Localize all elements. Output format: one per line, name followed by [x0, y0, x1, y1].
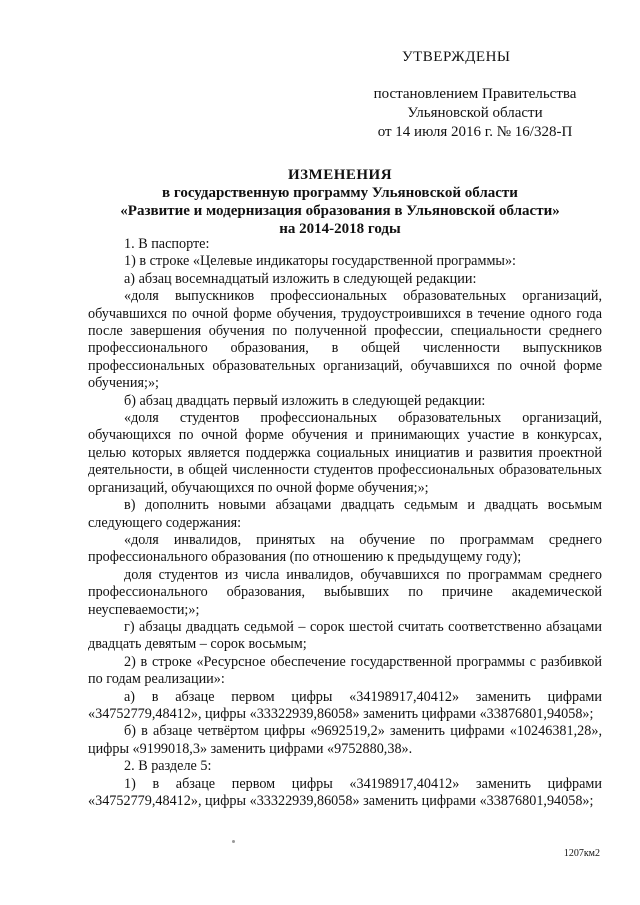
- paragraph: доля студентов из числа инвалидов, обучавшихся по программам среднего профессионального образования, выбывших по причине академической неуспеваемости;»;: [88, 566, 602, 618]
- paragraph: 1. В паспорте:: [124, 236, 210, 252]
- heading-main: ИЗМЕНЕНИЯ: [287, 167, 393, 183]
- paragraph: «доля инвалидов, принятых на обучение по программам среднего профессионального образования (по отношению к предыдущему году);: [88, 531, 602, 566]
- paragraph: 2) в строке «Ресурсное обеспечение государственной программы с разбивкой по годам реализации»:: [88, 653, 602, 688]
- paragraph: 1) в абзаце первом цифры «34198917,40412» заменить цифрами «34752779,48412», цифры «33322939,86058» заменить цифрами «33876801,94058»;: [88, 775, 602, 809]
- paragraph: 2. В разделе 5:: [124, 758, 212, 775]
- heading-line-1: в государственную программу Ульяновской области: [162, 185, 518, 201]
- heading-line-3: на 2014-2018 годы: [279, 221, 401, 237]
- approval-line-2: Ульяновской области: [407, 105, 543, 121]
- scan-dot: [232, 840, 235, 843]
- paragraph: а) в абзаце первом цифры «34198917,40412» заменить цифрами «34752779,48412», цифры «33322939,86058» заменить цифрами «33876801,94058»;: [88, 688, 602, 722]
- document-code: 1207км2: [563, 848, 600, 859]
- document-body: [88, 236, 602, 810]
- approval-line-3: от 14 июля 2016 г. № 16/328-П: [377, 124, 573, 140]
- approval-line-1: постановлением Правительства: [373, 86, 577, 102]
- paragraph: в) дополнить новыми абзацами двадцать седьмым и двадцать восьмым следующего содержания:: [88, 497, 602, 531]
- paragraph: а) абзац восемнадцатый изложить в следующей редакции:: [124, 270, 477, 287]
- paragraph: б) в абзаце четвёртом цифры «9692519,2» заменить цифрами «10246381,28», цифры «9199018,3» заменить цифрами «9752880,38».: [88, 723, 602, 757]
- paragraph: «доля студентов профессиональных образовательных организаций, обучающихся по очной форме обучения и принимающих участие в конкурсах, целью которых является поддержка социальных инициатив и развития проектной деятельности, в общей численности студентов профессиональных образовательных организаций, обучающихся по очной форме обучения;»;: [88, 410, 602, 496]
- paragraph: 1) в строке «Целевые индикаторы государственной программы»:: [124, 253, 516, 270]
- approval-title: УТВЕРЖДЕНЫ: [402, 49, 511, 65]
- paragraph: г) абзацы двадцать седьмой – сорок шестой считать соответственно абзацами двадцать девятым – сорок восьмым;: [88, 618, 602, 653]
- paragraph: б) абзац двадцать первый изложить в следующей редакции:: [124, 392, 486, 409]
- heading-line-2: «Развитие и модернизация образования в Ульяновской области»: [120, 203, 560, 219]
- paragraph: «доля выпускников профессиональных образовательных организаций, обучавшихся по очной форме обучения, трудоустроившихся в течение одного года после завершения обучения по полученной профессии, специальности среднего профессионального образования, в общей численности выпускников профессиональных образовательных организаций, обучавшихся по очной форме обучения;»;: [88, 288, 602, 392]
- approval-stamp: [350, 48, 600, 142]
- document-heading: [60, 166, 620, 238]
